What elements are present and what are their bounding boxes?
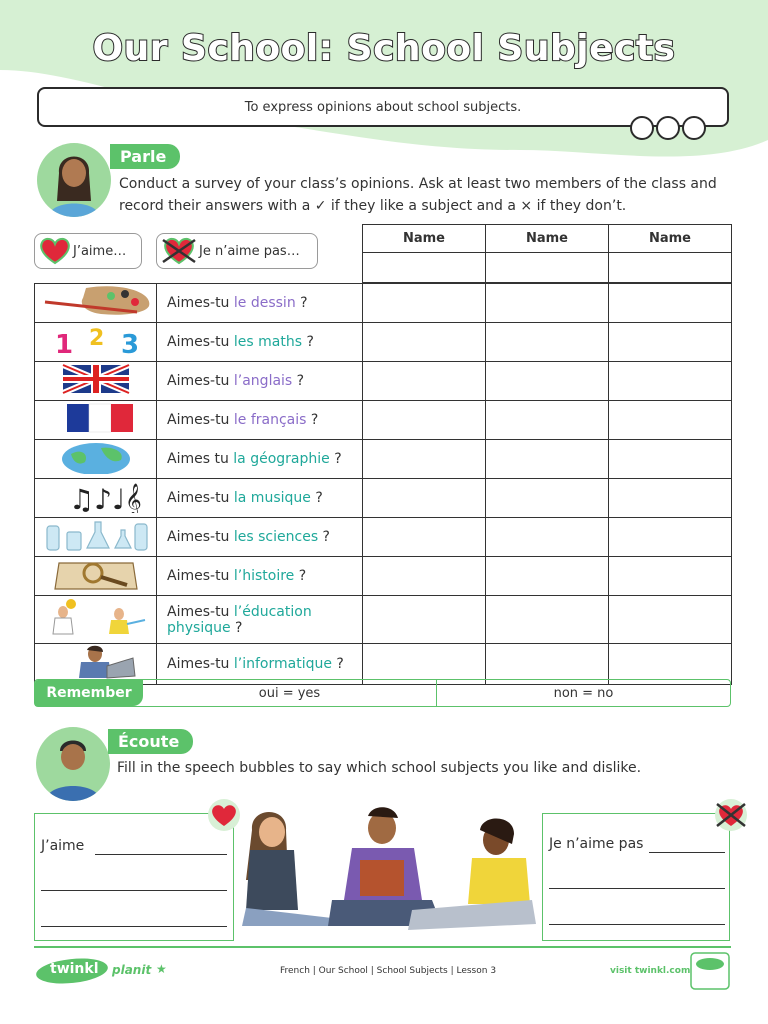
table-row	[35, 284, 732, 323]
french-flag-icon	[41, 420, 151, 439]
answer-cell[interactable]	[363, 362, 486, 401]
answer-cell[interactable]	[363, 557, 486, 596]
globe-icon	[41, 459, 151, 478]
parle-label: Parle	[110, 144, 180, 169]
answer-cell[interactable]	[486, 323, 609, 362]
subject-name: l’informatique	[233, 656, 332, 672]
subject-icon-cell	[35, 440, 157, 479]
answer-cell[interactable]	[609, 362, 732, 401]
name-header: Name	[363, 225, 486, 253]
table-row	[35, 440, 732, 479]
magnifying-glass-book-icon	[41, 576, 151, 595]
question-prefix: Aimes-tu	[167, 568, 234, 584]
like-label: J’aime…	[73, 243, 127, 259]
question-cell	[157, 557, 363, 596]
question-mark: ?	[306, 412, 319, 428]
numbers-icon	[41, 326, 151, 361]
heart-icon	[37, 236, 73, 266]
answer-cell[interactable]	[609, 323, 732, 362]
question-cell	[157, 479, 363, 518]
answer-cell[interactable]	[486, 557, 609, 596]
answer-cell[interactable]	[486, 479, 609, 518]
footer-visit-link[interactable]: visit twinkl.com	[610, 966, 691, 976]
planit-brand: planit	[112, 963, 152, 977]
answer-line[interactable]	[41, 926, 227, 927]
question-prefix: Aimes-tu	[167, 490, 234, 506]
table-row	[35, 479, 732, 518]
subject-icon-cell	[35, 557, 157, 596]
answer-cell[interactable]	[363, 596, 486, 644]
name-header: Name	[609, 225, 732, 253]
answer-line[interactable]	[95, 854, 227, 855]
dislike-speech-bubble	[542, 813, 730, 941]
answer-cell[interactable]	[363, 518, 486, 557]
answer-cell[interactable]	[609, 518, 732, 557]
question-mark: ?	[329, 451, 342, 467]
girl-icon	[37, 143, 111, 217]
remember-bar	[34, 679, 731, 707]
subject-name: la musique	[233, 490, 311, 506]
svg-text:2: 2	[88, 326, 104, 351]
objective-dots	[630, 116, 706, 140]
girl-avatar	[37, 143, 111, 217]
music-notes-icon	[41, 483, 151, 517]
question-cell	[157, 284, 363, 323]
answer-line[interactable]	[549, 888, 725, 889]
answer-cell[interactable]	[486, 362, 609, 401]
dislike-legend	[156, 233, 318, 269]
question-prefix: Aimes-tu	[167, 656, 234, 672]
like-bubble-prompt: J’aime	[41, 838, 85, 854]
question-cell	[157, 323, 363, 362]
table-row	[35, 557, 732, 596]
answer-line[interactable]	[549, 924, 725, 925]
name-input-cell[interactable]	[363, 253, 486, 283]
like-speech-bubble	[34, 813, 234, 941]
answer-line[interactable]	[649, 852, 725, 853]
learning-objective	[37, 87, 729, 127]
instruction-line: record their answers with a ✓ if they like a subject and a × if they don’t.	[119, 198, 627, 214]
name-input-cell[interactable]	[486, 253, 609, 283]
paint-palette-icon	[41, 303, 151, 322]
svg-text:1: 1	[54, 330, 73, 357]
answer-cell[interactable]	[363, 284, 486, 323]
table-row	[35, 323, 732, 362]
dot	[630, 116, 654, 140]
question-cell	[157, 401, 363, 440]
dot	[682, 116, 706, 140]
answer-cell[interactable]	[486, 596, 609, 644]
twinkl-brand: twinkl	[50, 961, 99, 977]
subject-name: le dessin	[233, 295, 296, 311]
name-header-table	[362, 224, 732, 283]
subject-name: l’histoire	[233, 568, 295, 584]
question-mark: ?	[292, 373, 305, 389]
uk-flag-icon	[41, 381, 151, 400]
answer-cell[interactable]	[609, 440, 732, 479]
subject-name: les maths	[233, 334, 303, 350]
subject-icon-cell	[35, 401, 157, 440]
subject-name: la géographie	[233, 451, 330, 467]
question-prefix: Aimes-tu	[167, 334, 234, 350]
svg-text:3: 3	[120, 330, 139, 357]
crossed-heart-badge-icon	[711, 798, 751, 832]
dislike-bubble-prompt: Je n’aime pas	[549, 836, 644, 852]
objective-text: To express opinions about school subjects.	[244, 99, 522, 115]
name-input-cell[interactable]	[609, 253, 732, 283]
table-row	[35, 596, 732, 644]
children-sports-icon	[41, 623, 151, 642]
question-mark: ?	[230, 619, 243, 636]
dot	[656, 116, 680, 140]
subject-name: l’anglais	[233, 373, 293, 389]
subject-icon-cell	[35, 479, 157, 518]
star-icon: ★	[156, 962, 167, 976]
remember-label: Remember	[35, 680, 143, 706]
subject-name: les sciences	[233, 529, 319, 545]
question-prefix: Aimes tu	[167, 451, 234, 467]
table-row	[35, 362, 732, 401]
question-cell	[157, 440, 363, 479]
question-prefix: Aimes-tu	[167, 529, 234, 545]
parle-instructions	[119, 173, 739, 217]
question-mark: ?	[331, 656, 344, 672]
crossed-heart-icon	[159, 236, 199, 266]
boy-avatar	[36, 727, 110, 801]
boy-icon	[36, 727, 110, 801]
answer-cell[interactable]	[609, 479, 732, 518]
remember-no: non = no	[553, 685, 614, 701]
question-mark: ?	[294, 568, 307, 584]
answer-cell[interactable]	[363, 479, 486, 518]
question-mark: ?	[318, 529, 330, 545]
question-prefix: Aimes-tu	[167, 603, 234, 620]
page-title: Our School: School Subjects	[92, 28, 676, 69]
answer-cell[interactable]	[486, 284, 609, 323]
answer-cell[interactable]	[363, 401, 486, 440]
subject-icon-cell	[35, 323, 157, 362]
footer-divider	[34, 946, 731, 948]
remember-yes: oui = yes	[143, 680, 437, 706]
dislike-label: Je n’aime pas…	[199, 243, 300, 259]
question-cell	[157, 362, 363, 401]
subject-icon-cell	[35, 518, 157, 557]
answer-cell[interactable]	[486, 518, 609, 557]
question-cell	[157, 518, 363, 557]
answer-cell[interactable]	[363, 323, 486, 362]
answer-cell[interactable]	[486, 401, 609, 440]
subject-name: le français	[233, 412, 307, 428]
instruction-line: Conduct a survey of your class’s opinions. Ask at least two members of the class and	[119, 176, 717, 192]
children-illustration-icon	[232, 800, 544, 942]
question-prefix: Aimes-tu	[167, 295, 234, 311]
answer-cell[interactable]	[363, 440, 486, 479]
answer-cell[interactable]	[486, 440, 609, 479]
answer-line[interactable]	[41, 890, 227, 891]
subject-icon-cell	[35, 362, 157, 401]
quality-badge-icon	[690, 952, 730, 990]
question-mark: ?	[295, 295, 308, 311]
svg-text:♫♪♩𝄞: ♫♪♩𝄞	[68, 483, 142, 513]
survey-table	[34, 283, 732, 685]
ecoute-label: Écoute	[108, 729, 193, 754]
answer-cell[interactable]	[609, 401, 732, 440]
subject-icon-cell	[35, 284, 157, 323]
subject-name: l’éducation physique	[167, 603, 312, 636]
question-mark: ?	[310, 490, 323, 506]
question-cell	[157, 596, 363, 644]
table-row	[35, 518, 732, 557]
footer-lesson-info: French | Our School | School Subjects | Lesson 3	[280, 966, 497, 976]
question-prefix: Aimes-tu	[167, 373, 234, 389]
subject-icon-cell	[35, 596, 157, 644]
like-legend	[34, 233, 142, 269]
answer-cell[interactable]	[609, 284, 732, 323]
question-prefix: Aimes-tu	[167, 412, 234, 428]
question-mark: ?	[302, 334, 314, 350]
ecoute-instruction: Fill in the speech bubbles to say which school subjects you like and dislike.	[117, 760, 642, 776]
answer-cell[interactable]	[609, 557, 732, 596]
table-row	[35, 401, 732, 440]
answer-cell[interactable]	[609, 596, 732, 644]
name-header: Name	[486, 225, 609, 253]
lab-flasks-icon	[41, 537, 151, 556]
